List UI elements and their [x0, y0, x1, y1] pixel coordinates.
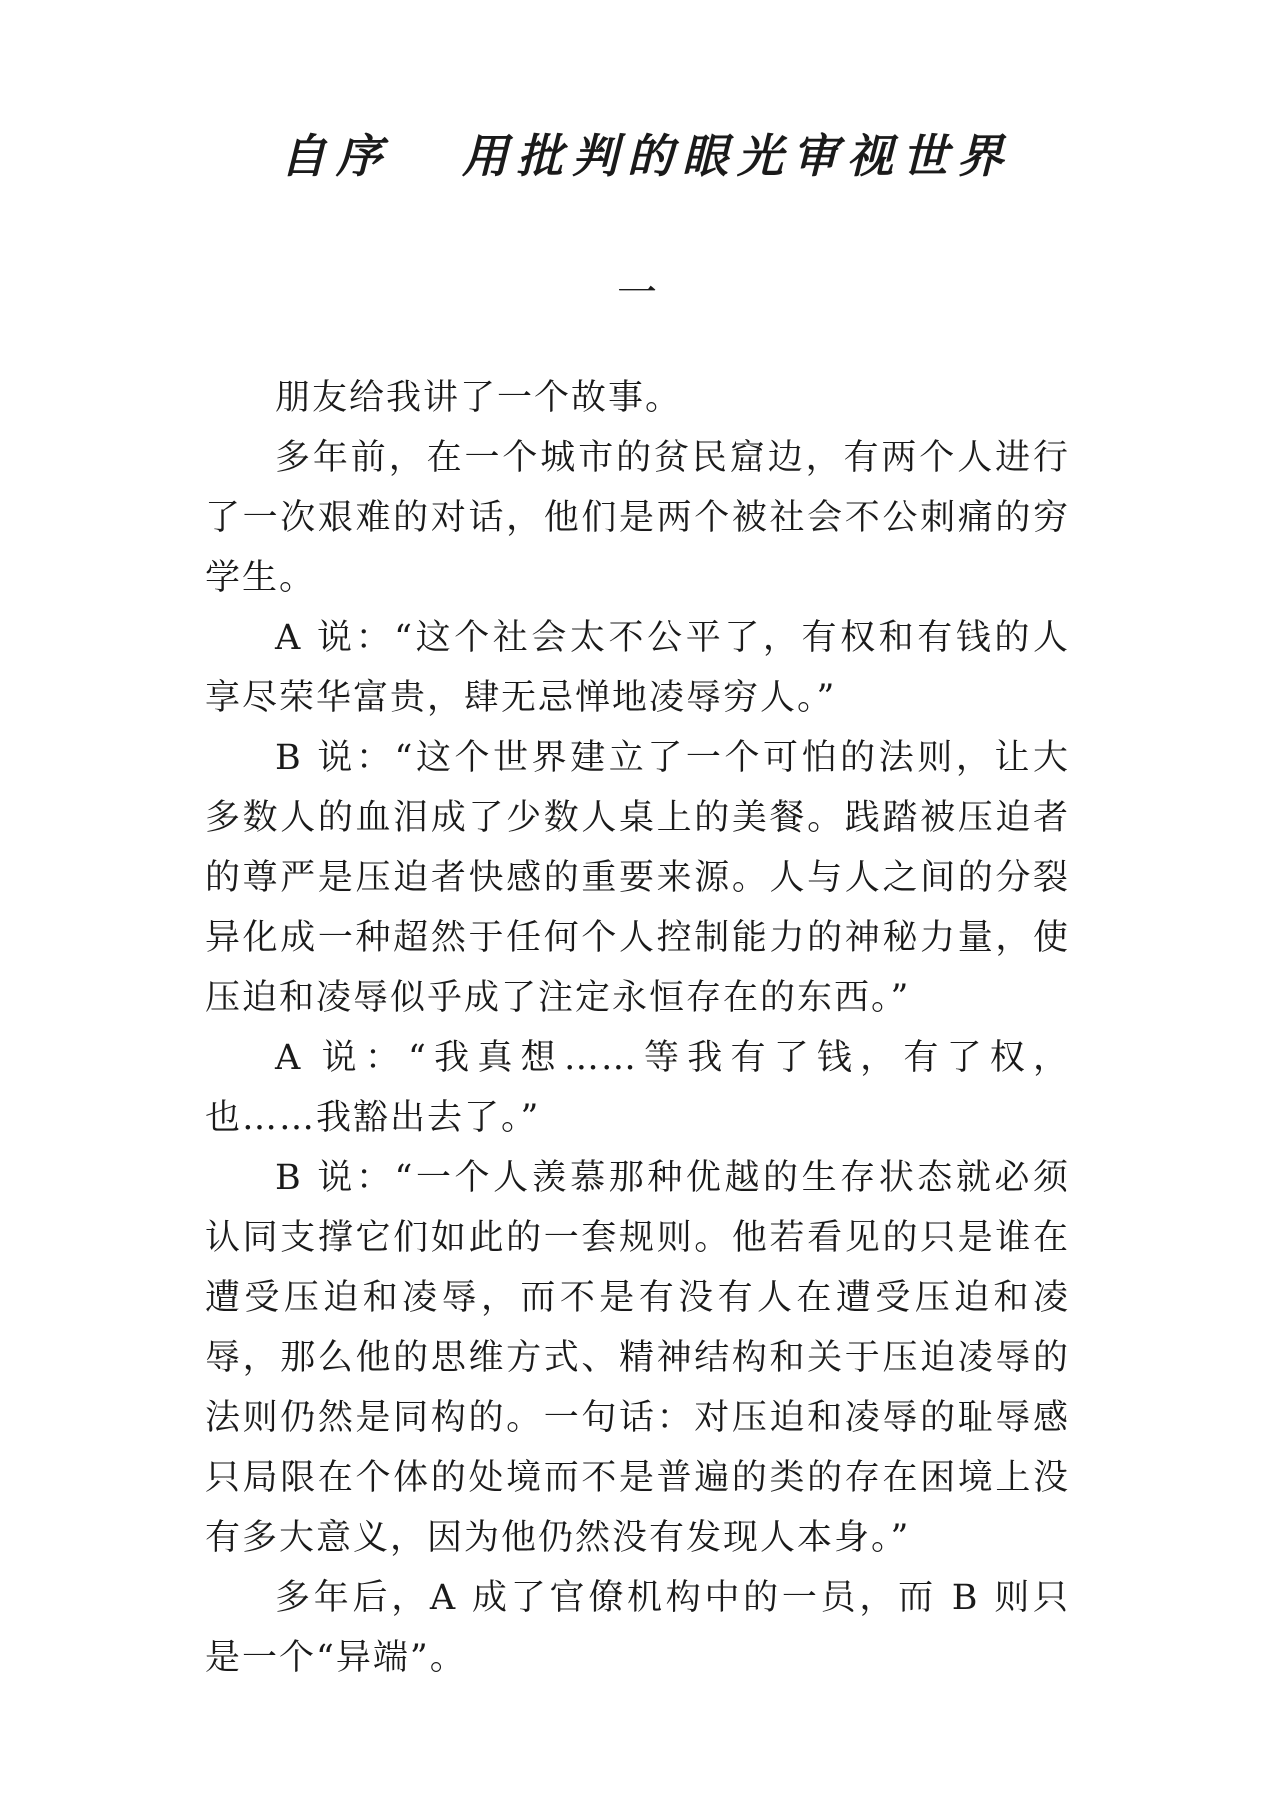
- paragraph: A 说：“我真想……等我有了钱，有了权，也……我豁出去了。”: [205, 1038, 1070, 1138]
- title-main: 用批判的眼光审视世界: [462, 129, 1012, 183]
- paragraph: A 说：“这个社会太不公平了，有权和有钱的人享尽荣华富贵，肆无忌惮地凌辱穷人。”: [205, 618, 1070, 718]
- body-text: [205, 368, 1070, 1688]
- paragraph: 多年后，A 成了官僚机构中的一员，而 B 则只是一个“异端”。: [205, 1578, 1070, 1678]
- page-title: [280, 118, 1040, 188]
- paragraph: B 说：“一个人羡慕那种优越的生存状态就必须认同支撑它们如此的一套规则。他若看见的只是谁在遭受压迫和凌辱，而不是有没有人在遭受压迫和凌辱，那么他的思维方式、精神结构和关于压迫凌辱的法则仍然是同构的。一句话：对压迫和凌辱的耻辱感只局限在个体的处境而不是普遍的类的存在困境上没有多大意义，因为他仍然没有发现人本身。”: [205, 1158, 1070, 1558]
- section-number: 一: [617, 270, 657, 316]
- paragraph: B 说：“这个世界建立了一个可怕的法则，让大多数人的血泪成了少数人桌上的美餐。践踏被压迫者的尊严是压迫者快感的重要来源。人与人之间的分裂异化成一种超然于任何个人控制能力的神秘力量，使压迫和凌辱似乎成了注定永恒存在的东西。”: [205, 738, 1070, 1018]
- paragraph: 多年前，在一个城市的贫民窟边，有两个人进行了一次艰难的对话，他们是两个被社会不公刺痛的穷学生。: [205, 438, 1070, 598]
- paragraph: 朋友给我讲了一个故事。: [275, 378, 683, 418]
- title-prefix: 自序: [280, 129, 392, 183]
